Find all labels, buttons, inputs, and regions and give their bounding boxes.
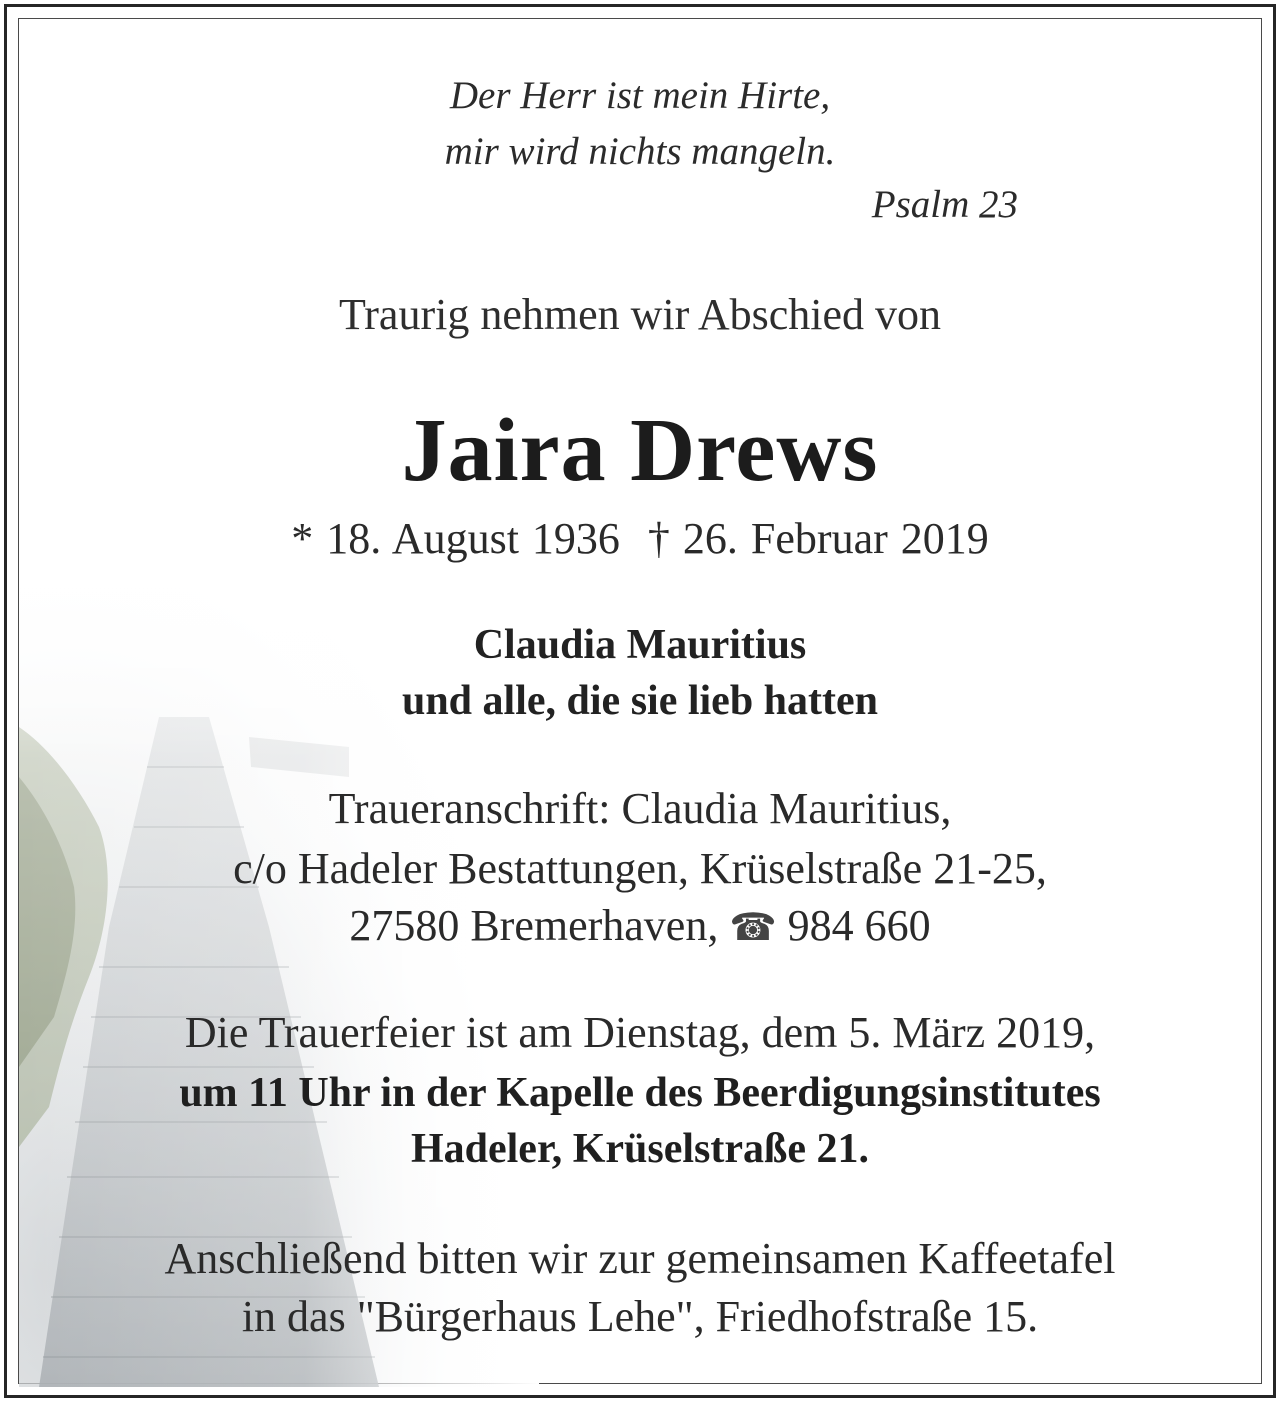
intro-text: Traurig nehmen wir Abschied von: [338, 290, 942, 339]
motto-source: Psalm 23: [871, 183, 1018, 226]
reception-line-2: in das "Bürgerhaus Lehe", Friedhofstraße 15.: [241, 1292, 1039, 1341]
reception-line-1: Anschließend bitten wir zur gemeinsamen Kaffeetafel: [164, 1234, 1116, 1283]
address-line-2: c/o Hadeler Bestattungen, Krüselstraße 21-25,: [233, 844, 1047, 893]
ceremony-line-1: Die Trauerfeier ist am Dienstag, dem 5. März 2019,: [184, 1008, 1096, 1057]
deceased-name: Jaira Drews: [401, 401, 879, 500]
ceremony-line-3: Hadeler, Krüselstraße 21.: [410, 1126, 870, 1172]
address-city: 27580 Bremerhaven,: [349, 901, 719, 950]
address-phone: 984 660: [787, 901, 931, 950]
death-date: † 26. Februar 2019: [647, 514, 989, 563]
ceremony-line-2: um 11 Uhr in der Kapelle des Beerdigungsinstitutes: [179, 1070, 1101, 1116]
address-line-3: [7, 900, 1273, 951]
address-line-1: Traueranschrift: Claudia Mauritius,: [328, 784, 952, 833]
mourners-line-1: Claudia Mauritius: [473, 622, 807, 668]
mourners-line-2: und alle, die sie lieb hatten: [401, 678, 879, 724]
motto-line-1: Der Herr ist mein Hirte,: [449, 74, 831, 117]
birth-date: * 18. August 1936: [291, 514, 620, 563]
telephone-icon: ☎: [729, 907, 777, 949]
motto-line-2: mir wird nichts mangeln.: [444, 130, 836, 173]
obituary-frame: [4, 4, 1276, 1398]
life-dates: [7, 513, 1273, 564]
